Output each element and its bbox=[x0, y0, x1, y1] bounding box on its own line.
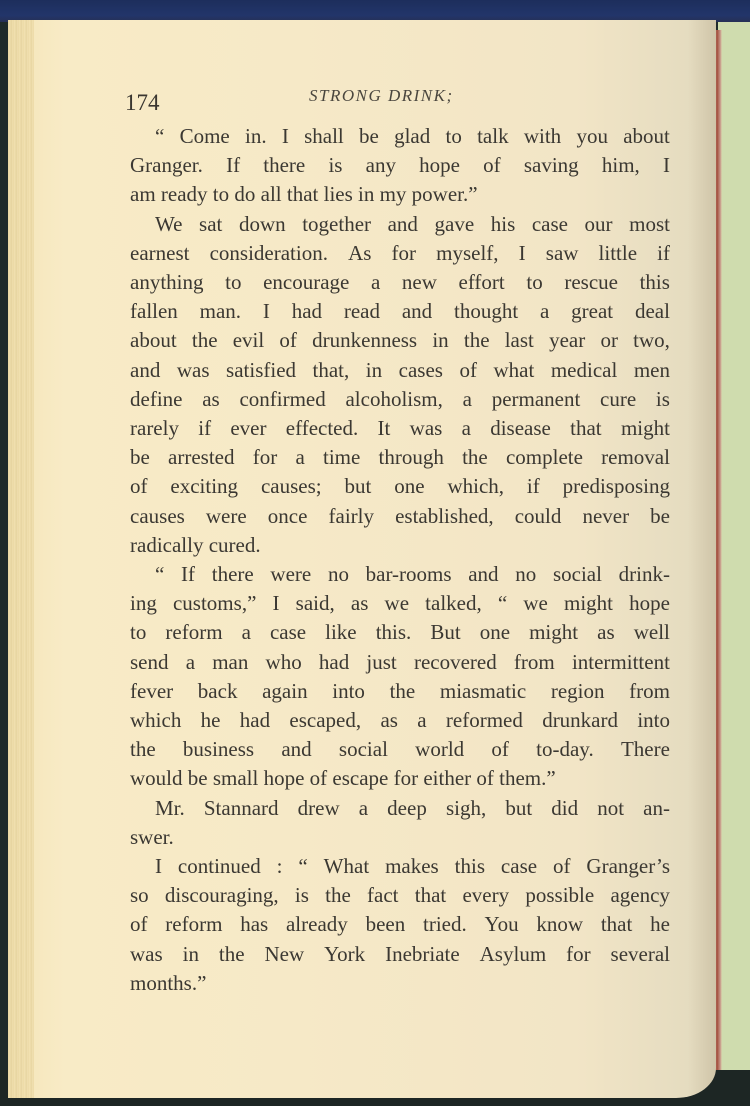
word: Granger’s bbox=[586, 854, 670, 879]
page-number: 174 bbox=[125, 90, 160, 115]
text-line bbox=[130, 677, 670, 706]
word: no bbox=[327, 562, 349, 587]
word: new bbox=[401, 270, 437, 295]
text-line bbox=[130, 210, 670, 239]
word: Mr. bbox=[155, 795, 185, 820]
word: no bbox=[515, 562, 537, 587]
word: to bbox=[225, 270, 242, 295]
text-line bbox=[130, 414, 670, 443]
word: disease bbox=[490, 416, 551, 441]
word: social bbox=[338, 737, 388, 762]
word: saving bbox=[523, 153, 579, 178]
word: confirmed bbox=[239, 386, 326, 411]
text-line bbox=[130, 531, 670, 560]
word: what bbox=[493, 357, 535, 382]
word: for bbox=[391, 240, 417, 265]
word: if bbox=[198, 416, 212, 441]
word: But bbox=[430, 620, 461, 645]
running-head-title: STRONG DRINK; bbox=[309, 86, 454, 105]
word: bar-rooms bbox=[365, 562, 452, 587]
word: miasmatic bbox=[439, 678, 527, 703]
word: again bbox=[262, 678, 308, 703]
word: about bbox=[623, 124, 670, 148]
text-line bbox=[130, 910, 670, 939]
word: is bbox=[655, 386, 670, 411]
word: be bbox=[650, 503, 670, 528]
word: might bbox=[529, 620, 579, 645]
word: for bbox=[252, 445, 278, 470]
word: he bbox=[200, 708, 221, 733]
word: gave bbox=[434, 211, 475, 236]
word: but bbox=[344, 474, 372, 499]
word: You bbox=[484, 912, 519, 937]
text-line bbox=[130, 794, 670, 823]
word: did bbox=[551, 795, 579, 820]
word: : bbox=[276, 854, 283, 879]
word: business bbox=[182, 737, 255, 762]
word: as bbox=[380, 708, 398, 733]
word: of bbox=[491, 737, 509, 762]
word: I bbox=[155, 854, 162, 879]
word: cases bbox=[398, 357, 443, 382]
word: and bbox=[468, 562, 499, 587]
word: through bbox=[378, 445, 444, 470]
word: an- bbox=[643, 795, 670, 820]
word: a bbox=[370, 270, 381, 295]
word: alcoholism, bbox=[345, 386, 443, 411]
word: Asylum bbox=[479, 941, 547, 966]
word: continued bbox=[177, 854, 261, 879]
word: well bbox=[633, 620, 670, 645]
word: said, bbox=[295, 591, 335, 616]
word: to bbox=[526, 270, 543, 295]
text-line-content: radically cured. bbox=[130, 532, 261, 557]
word: case bbox=[269, 620, 307, 645]
word: of bbox=[130, 912, 148, 937]
word: to-day. bbox=[536, 737, 594, 762]
word: ing bbox=[130, 591, 157, 616]
running-head bbox=[125, 84, 685, 114]
word: a bbox=[358, 795, 369, 820]
word: I bbox=[281, 124, 289, 148]
word: case bbox=[500, 854, 538, 879]
word: earnest bbox=[130, 240, 190, 265]
word: sat bbox=[199, 211, 223, 236]
word: the bbox=[130, 737, 156, 762]
word: most bbox=[629, 211, 670, 236]
word: already bbox=[285, 912, 348, 937]
word: there bbox=[211, 562, 254, 587]
word: shall bbox=[304, 124, 344, 148]
word: “ bbox=[155, 124, 165, 148]
word: our bbox=[584, 211, 613, 236]
word: back bbox=[197, 678, 238, 703]
word: together bbox=[302, 211, 372, 236]
text-line bbox=[130, 356, 670, 385]
word: in bbox=[365, 357, 383, 382]
word: If bbox=[181, 562, 196, 587]
word: There bbox=[620, 737, 670, 762]
word: predisposing bbox=[562, 474, 670, 499]
word: the bbox=[218, 941, 245, 966]
word: myself, bbox=[436, 240, 499, 265]
word: possible bbox=[525, 883, 595, 908]
word: that bbox=[570, 416, 602, 441]
word: of bbox=[459, 357, 477, 382]
word: drew bbox=[297, 795, 340, 820]
word: we bbox=[523, 591, 548, 616]
word: which bbox=[130, 708, 182, 733]
word: not bbox=[597, 795, 625, 820]
word: I bbox=[262, 299, 270, 324]
word: exciting bbox=[170, 474, 239, 499]
word: tried. bbox=[423, 912, 467, 937]
word: the bbox=[462, 445, 488, 470]
word: drunkenness bbox=[312, 328, 418, 353]
text-line bbox=[130, 881, 670, 910]
text-line bbox=[130, 326, 670, 355]
word: is bbox=[328, 153, 343, 178]
word: could bbox=[514, 503, 562, 528]
word: to bbox=[445, 124, 462, 148]
text-line bbox=[130, 852, 670, 881]
word: As bbox=[348, 240, 372, 265]
word: a bbox=[417, 708, 427, 733]
word: about bbox=[130, 328, 177, 353]
word: might bbox=[620, 416, 670, 441]
word: as bbox=[202, 386, 220, 411]
word: the bbox=[463, 328, 490, 353]
word: social bbox=[552, 562, 602, 587]
word: once bbox=[267, 503, 308, 528]
word: was bbox=[130, 941, 163, 966]
word: is bbox=[294, 883, 309, 908]
word: man bbox=[212, 649, 249, 674]
word: saw bbox=[545, 240, 579, 265]
text-line-content: would be small hope of escape for either of them.” bbox=[130, 766, 556, 791]
text-line bbox=[130, 239, 670, 268]
word: were bbox=[270, 562, 312, 587]
word: was bbox=[176, 357, 210, 382]
text-line bbox=[130, 297, 670, 326]
word: to bbox=[130, 620, 147, 645]
word: down bbox=[238, 211, 286, 236]
word: has bbox=[240, 912, 269, 937]
word: one bbox=[394, 474, 425, 499]
text-line bbox=[130, 180, 670, 209]
word: know bbox=[536, 912, 584, 937]
word: he bbox=[650, 912, 670, 937]
word: and bbox=[281, 737, 312, 762]
word: from bbox=[513, 649, 555, 674]
word: man. bbox=[199, 299, 242, 324]
word: a bbox=[539, 299, 550, 324]
word: reform bbox=[165, 912, 223, 937]
word: so bbox=[130, 883, 149, 908]
word: I bbox=[518, 240, 526, 265]
word: arrested bbox=[168, 445, 235, 470]
word: any bbox=[365, 153, 396, 178]
text-line bbox=[130, 122, 670, 151]
text-line-content: swer. bbox=[130, 824, 174, 849]
word: evil bbox=[232, 328, 265, 353]
word: as bbox=[597, 620, 615, 645]
word: had bbox=[318, 649, 350, 674]
text-line bbox=[130, 385, 670, 414]
text-line bbox=[130, 268, 670, 297]
word: last bbox=[504, 328, 534, 353]
word: and bbox=[130, 357, 161, 382]
word: him, bbox=[601, 153, 640, 178]
word: a bbox=[241, 620, 251, 645]
word: one bbox=[479, 620, 511, 645]
word: glad bbox=[394, 124, 431, 148]
word: the bbox=[389, 678, 416, 703]
word: and bbox=[387, 211, 418, 236]
word: complete bbox=[505, 445, 583, 470]
word: if bbox=[526, 474, 540, 499]
word: escaped, bbox=[289, 708, 362, 733]
word: be bbox=[130, 445, 150, 470]
word: of bbox=[483, 153, 501, 178]
word: New bbox=[264, 941, 305, 966]
word: had bbox=[291, 299, 323, 324]
text-line-content: am ready to do all that lies in my power.” bbox=[130, 182, 478, 207]
word: intermittent bbox=[571, 649, 670, 674]
word: send bbox=[130, 649, 169, 674]
text-line bbox=[130, 443, 670, 472]
word: established, bbox=[395, 503, 494, 528]
word: great bbox=[571, 299, 614, 324]
text-line bbox=[130, 823, 670, 852]
word: agency bbox=[610, 883, 670, 908]
word: talk bbox=[477, 124, 509, 148]
text-line-content: months.” bbox=[130, 970, 207, 995]
word: deep bbox=[387, 795, 427, 820]
word: as bbox=[350, 591, 369, 616]
word: but bbox=[505, 795, 533, 820]
word: fallen bbox=[130, 299, 178, 324]
word: of bbox=[130, 474, 148, 499]
word: several bbox=[610, 941, 670, 966]
word: of bbox=[552, 854, 571, 879]
word: men bbox=[633, 357, 670, 382]
word: deal bbox=[634, 299, 670, 324]
word: for bbox=[566, 941, 591, 966]
word: the bbox=[325, 883, 351, 908]
word: “ bbox=[155, 562, 165, 587]
word: and bbox=[401, 299, 433, 324]
word: this bbox=[454, 854, 485, 879]
word: Come bbox=[179, 124, 230, 148]
word: of bbox=[279, 328, 297, 353]
word: might bbox=[563, 591, 613, 616]
word: this bbox=[639, 270, 670, 295]
word: encourage bbox=[263, 270, 350, 295]
word: “ bbox=[497, 591, 508, 616]
text-line bbox=[130, 940, 670, 969]
text-line bbox=[130, 472, 670, 501]
word: you bbox=[576, 124, 608, 148]
text-line bbox=[130, 151, 670, 180]
word: sigh, bbox=[445, 795, 487, 820]
word: a bbox=[461, 416, 471, 441]
word: It bbox=[377, 416, 391, 441]
word: year bbox=[549, 328, 586, 353]
word: causes bbox=[130, 503, 185, 528]
word: a bbox=[185, 649, 196, 674]
text-line bbox=[130, 735, 670, 764]
page-stack-edges bbox=[8, 20, 34, 1098]
word: permanent bbox=[491, 386, 581, 411]
word: hope bbox=[419, 153, 460, 178]
word: we bbox=[384, 591, 410, 616]
word: that bbox=[414, 883, 447, 908]
word: a bbox=[295, 445, 305, 470]
word: into bbox=[332, 678, 365, 703]
word: medical bbox=[550, 357, 618, 382]
word: Stannard bbox=[203, 795, 279, 820]
word: this. bbox=[375, 620, 412, 645]
word: customs,” bbox=[172, 591, 257, 616]
word: a bbox=[462, 386, 472, 411]
word: little bbox=[598, 240, 638, 265]
word: fairly bbox=[328, 503, 374, 528]
word: that, bbox=[312, 357, 350, 382]
background-right bbox=[718, 22, 750, 1072]
word: with bbox=[523, 124, 562, 148]
text-line bbox=[130, 764, 670, 793]
text-line bbox=[130, 706, 670, 735]
word: cure bbox=[600, 386, 637, 411]
word: We bbox=[155, 211, 183, 236]
word: been bbox=[365, 912, 406, 937]
word: read bbox=[343, 299, 380, 324]
word: effort bbox=[458, 270, 505, 295]
word: I bbox=[662, 153, 670, 178]
word: drink- bbox=[618, 562, 670, 587]
word: removal bbox=[601, 445, 670, 470]
word: from bbox=[629, 678, 670, 703]
word: like bbox=[325, 620, 357, 645]
text-line bbox=[130, 560, 670, 589]
word: world bbox=[415, 737, 465, 762]
word: the bbox=[191, 328, 218, 353]
word: was bbox=[409, 416, 443, 441]
word: York bbox=[324, 941, 366, 966]
word: reform bbox=[165, 620, 223, 645]
word: If bbox=[226, 153, 241, 178]
word: drunkard bbox=[542, 708, 618, 733]
word: consideration. bbox=[209, 240, 328, 265]
word: be bbox=[359, 124, 379, 148]
word: rescue bbox=[564, 270, 618, 295]
word: had bbox=[239, 708, 271, 733]
word: every bbox=[462, 883, 510, 908]
word: or bbox=[600, 328, 618, 353]
word: Inebriate bbox=[385, 941, 460, 966]
book-cover-top bbox=[0, 0, 750, 22]
word: What bbox=[323, 854, 370, 879]
text-line bbox=[130, 648, 670, 677]
word: define bbox=[130, 386, 183, 411]
word: anything bbox=[130, 270, 204, 295]
word: in bbox=[432, 328, 449, 353]
word: hope bbox=[629, 591, 670, 616]
word: “ bbox=[298, 854, 308, 879]
word: effected. bbox=[285, 416, 359, 441]
word: if bbox=[657, 240, 670, 265]
word: his bbox=[490, 211, 516, 236]
word: into bbox=[637, 708, 670, 733]
word: ever bbox=[230, 416, 267, 441]
word: makes bbox=[385, 854, 439, 879]
word: thought bbox=[453, 299, 519, 324]
text-line bbox=[130, 589, 670, 618]
word: there bbox=[263, 153, 306, 178]
word: time bbox=[323, 445, 361, 470]
word: two, bbox=[633, 328, 670, 353]
word: Granger. bbox=[130, 153, 203, 178]
word: rarely bbox=[130, 416, 179, 441]
word: fever bbox=[130, 678, 174, 703]
word: I bbox=[272, 591, 280, 616]
word: fact bbox=[367, 883, 399, 908]
word: talked, bbox=[425, 591, 482, 616]
word: that bbox=[600, 912, 633, 937]
word: in bbox=[182, 941, 199, 966]
word: never bbox=[582, 503, 630, 528]
word: who bbox=[265, 649, 302, 674]
word: which, bbox=[447, 474, 505, 499]
text-line bbox=[130, 618, 670, 647]
word: in. bbox=[245, 124, 267, 148]
text-line bbox=[130, 969, 670, 998]
word: recovered bbox=[413, 649, 497, 674]
word: reformed bbox=[445, 708, 523, 733]
word: just bbox=[366, 649, 397, 674]
body-text bbox=[130, 122, 670, 998]
word: discouraging, bbox=[164, 883, 279, 908]
word: satisfied bbox=[226, 357, 297, 382]
word: causes; bbox=[260, 474, 322, 499]
word: were bbox=[205, 503, 247, 528]
word: case bbox=[531, 211, 568, 236]
word: region bbox=[550, 678, 605, 703]
text-line bbox=[130, 502, 670, 531]
